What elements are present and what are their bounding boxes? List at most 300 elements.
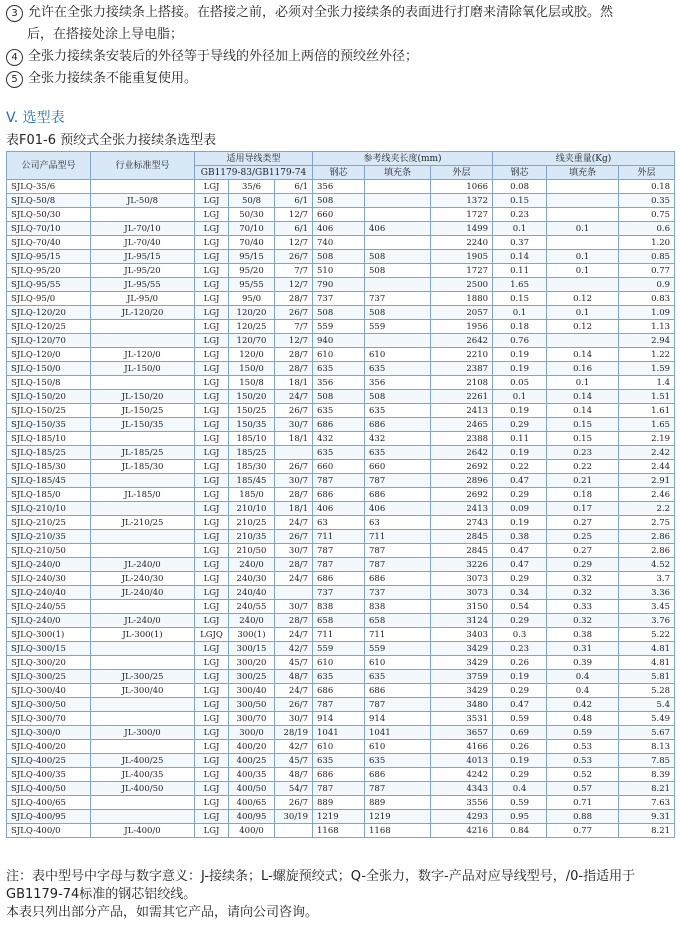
cell-company-model: SJLQ-210/35 xyxy=(7,530,91,544)
cell-weight-outer: 2.94 xyxy=(619,334,675,348)
cell-length-outer: 4293 xyxy=(431,810,493,824)
cell-length-outer: 3073 xyxy=(431,586,493,600)
cell-length-filler: 686 xyxy=(365,418,431,432)
cell-strand-count: 24/7 xyxy=(275,572,313,586)
cell-industry-model xyxy=(91,334,195,348)
cell-weight-core: 0.05 xyxy=(493,376,547,390)
cell-weight-core: 0.29 xyxy=(493,572,547,586)
cell-weight-outer: 4.52 xyxy=(619,558,675,572)
cell-weight-filler: 0.4 xyxy=(547,670,619,684)
cell-length-filler: 635 xyxy=(365,446,431,460)
cell-length-outer: 2743 xyxy=(431,516,493,530)
cell-weight-filler: 0.1 xyxy=(547,376,619,390)
cell-conductor-kind: LGJ xyxy=(195,502,229,516)
cell-company-model: SJLQ-95/20 xyxy=(7,264,91,278)
table-row xyxy=(7,460,675,474)
cell-length-outer: 2692 xyxy=(431,488,493,502)
cell-industry-model: JL-300/25 xyxy=(91,670,195,684)
cell-weight-filler: 0.16 xyxy=(547,362,619,376)
section-title: V. 选型表 xyxy=(6,110,65,126)
cell-weight-core: 0.47 xyxy=(493,544,547,558)
cell-conductor-size: 95/20 xyxy=(229,264,275,278)
cell-weight-core: 0.34 xyxy=(493,586,547,600)
table-row xyxy=(7,516,675,530)
cell-industry-model: JL-185/25 xyxy=(91,446,195,460)
cell-conductor-kind: LGJ xyxy=(195,180,229,194)
cell-weight-outer: 5.81 xyxy=(619,670,675,684)
cell-strand-count: 54/7 xyxy=(275,782,313,796)
cell-weight-outer: 4.81 xyxy=(619,656,675,670)
cell-company-model: SJLQ-150/8 xyxy=(7,376,91,390)
cell-length-outer: 2692 xyxy=(431,460,493,474)
cell-weight-filler: 0.27 xyxy=(547,516,619,530)
cell-length-outer: 3657 xyxy=(431,726,493,740)
cell-weight-filler: 0.71 xyxy=(547,796,619,810)
header-length-outer: 外层 xyxy=(431,166,493,180)
cell-length-core: 559 xyxy=(313,320,365,334)
cell-weight-core: 0.69 xyxy=(493,726,547,740)
cell-length-core: 686 xyxy=(313,768,365,782)
cell-weight-outer: 1.09 xyxy=(619,306,675,320)
cell-conductor-kind: LGJ xyxy=(195,698,229,712)
cell-strand-count: 28/7 xyxy=(275,362,313,376)
cell-company-model: SJLQ-120/70 xyxy=(7,334,91,348)
cell-conductor-size: 300/20 xyxy=(229,656,275,670)
cell-weight-outer: 1.22 xyxy=(619,348,675,362)
header-conductor-standard: GB1179-83/GB1179-74 xyxy=(195,166,313,180)
cell-industry-model xyxy=(91,656,195,670)
cell-length-outer: 1372 xyxy=(431,194,493,208)
cell-conductor-kind: LGJ xyxy=(195,250,229,264)
table-row xyxy=(7,670,675,684)
cell-strand-count: 24/7 xyxy=(275,684,313,698)
cell-weight-filler: 0.18 xyxy=(547,488,619,502)
cell-weight-filler xyxy=(547,180,619,194)
cell-conductor-kind: LGJ xyxy=(195,516,229,530)
table-row xyxy=(7,782,675,796)
cell-length-filler: 787 xyxy=(365,474,431,488)
cell-conductor-size: 400/65 xyxy=(229,796,275,810)
cell-weight-outer: 0.35 xyxy=(619,194,675,208)
cell-length-outer: 2413 xyxy=(431,502,493,516)
cell-length-filler: 508 xyxy=(365,306,431,320)
cell-conductor-size: 400/95 xyxy=(229,810,275,824)
cell-company-model: SJLQ-95/55 xyxy=(7,278,91,292)
cell-weight-filler: 0.88 xyxy=(547,810,619,824)
cell-conductor-size: 300/70 xyxy=(229,712,275,726)
cell-conductor-size: 185/0 xyxy=(229,488,275,502)
cell-weight-outer: 3.36 xyxy=(619,586,675,600)
cell-conductor-size: 400/35 xyxy=(229,768,275,782)
cell-strand-count: 12/7 xyxy=(275,334,313,348)
cell-conductor-kind: LGJ xyxy=(195,768,229,782)
cell-conductor-size: 300/15 xyxy=(229,642,275,656)
cell-weight-filler: 0.14 xyxy=(547,348,619,362)
cell-weight-outer: 8.21 xyxy=(619,782,675,796)
cell-industry-model xyxy=(91,600,195,614)
cell-length-core: 914 xyxy=(313,712,365,726)
cell-conductor-size: 185/45 xyxy=(229,474,275,488)
cell-conductor-kind: LGJ xyxy=(195,390,229,404)
cell-conductor-size: 210/35 xyxy=(229,530,275,544)
cell-length-outer: 4216 xyxy=(431,824,493,838)
cell-conductor-kind: LGJ xyxy=(195,362,229,376)
cell-length-outer: 2642 xyxy=(431,334,493,348)
cell-weight-outer: 1.61 xyxy=(619,404,675,418)
cell-weight-outer: 1.51 xyxy=(619,390,675,404)
cell-weight-core: 0.95 xyxy=(493,810,547,824)
cell-conductor-size: 120/25 xyxy=(229,320,275,334)
cell-conductor-kind: LGJ xyxy=(195,320,229,334)
table-row xyxy=(7,614,675,628)
cell-conductor-size: 70/40 xyxy=(229,236,275,250)
cell-weight-core: 0.19 xyxy=(493,516,547,530)
cell-conductor-kind: LGJ xyxy=(195,306,229,320)
cell-length-filler: 914 xyxy=(365,712,431,726)
cell-weight-core: 0.09 xyxy=(493,502,547,516)
cell-length-core: 790 xyxy=(313,278,365,292)
cell-weight-core: 0.1 xyxy=(493,222,547,236)
cell-industry-model: JL-210/25 xyxy=(91,516,195,530)
cell-weight-outer: 0.83 xyxy=(619,292,675,306)
cell-length-core: 686 xyxy=(313,488,365,502)
cell-weight-outer: 5.67 xyxy=(619,726,675,740)
header-conductor-type: 适用导线类型 xyxy=(195,152,313,166)
table-row xyxy=(7,726,675,740)
cell-conductor-size: 210/50 xyxy=(229,544,275,558)
table-row xyxy=(7,628,675,642)
cell-weight-core: 0.19 xyxy=(493,670,547,684)
cell-length-core: 508 xyxy=(313,194,365,208)
cell-weight-core: 0.76 xyxy=(493,334,547,348)
cell-strand-count: 24/7 xyxy=(275,628,313,642)
cell-length-filler xyxy=(365,334,431,348)
cell-weight-outer: 1.20 xyxy=(619,236,675,250)
cell-company-model: SJLQ-400/35 xyxy=(7,768,91,782)
cell-weight-core: 0.29 xyxy=(493,418,547,432)
cell-strand-count: 28/7 xyxy=(275,614,313,628)
table-row xyxy=(7,796,675,810)
cell-conductor-kind: LGJ xyxy=(195,586,229,600)
cell-weight-filler: 0.57 xyxy=(547,782,619,796)
cell-length-outer: 2108 xyxy=(431,376,493,390)
cell-length-filler: 686 xyxy=(365,768,431,782)
cell-weight-filler: 0.1 xyxy=(547,264,619,278)
cell-conductor-kind: LGJ xyxy=(195,292,229,306)
cell-length-outer: 3531 xyxy=(431,712,493,726)
cell-weight-filler xyxy=(547,236,619,250)
cell-length-core: 711 xyxy=(313,530,365,544)
cell-length-outer: 1880 xyxy=(431,292,493,306)
cell-length-core: 635 xyxy=(313,362,365,376)
table-row xyxy=(7,264,675,278)
cell-conductor-size: 300/50 xyxy=(229,698,275,712)
cell-length-filler: 559 xyxy=(365,320,431,334)
cell-weight-core: 0.37 xyxy=(493,236,547,250)
cell-weight-filler xyxy=(547,208,619,222)
cell-industry-model: JL-400/35 xyxy=(91,768,195,782)
cell-industry-model: JL-300/0 xyxy=(91,726,195,740)
cell-length-outer: 3124 xyxy=(431,614,493,628)
cell-conductor-size: 300/40 xyxy=(229,684,275,698)
cell-conductor-kind: LGJ xyxy=(195,460,229,474)
cell-weight-core: 0.47 xyxy=(493,558,547,572)
cell-weight-filler: 0.53 xyxy=(547,754,619,768)
cell-weight-core: 0.19 xyxy=(493,404,547,418)
cell-company-model: SJLQ-185/10 xyxy=(7,432,91,446)
table-row xyxy=(7,698,675,712)
table-row xyxy=(7,446,675,460)
cell-conductor-kind: LGJ xyxy=(195,600,229,614)
cell-length-outer: 3429 xyxy=(431,642,493,656)
cell-conductor-size: 150/25 xyxy=(229,404,275,418)
table-row xyxy=(7,740,675,754)
cell-weight-core: 0.4 xyxy=(493,782,547,796)
cell-length-filler: 635 xyxy=(365,670,431,684)
cell-weight-outer: 3.45 xyxy=(619,600,675,614)
cell-conductor-kind: LGJ xyxy=(195,544,229,558)
cell-length-core: 1168 xyxy=(313,824,365,838)
cell-industry-model: JL-150/35 xyxy=(91,418,195,432)
cell-industry-model xyxy=(91,530,195,544)
cell-conductor-size: 150/8 xyxy=(229,376,275,390)
cell-weight-filler: 0.77 xyxy=(547,824,619,838)
cell-strand-count: 28/7 xyxy=(275,488,313,502)
table-row xyxy=(7,292,675,306)
cell-length-filler xyxy=(365,180,431,194)
cell-company-model: SJLQ-150/20 xyxy=(7,390,91,404)
cell-conductor-kind: LGJ xyxy=(195,530,229,544)
table-row xyxy=(7,558,675,572)
cell-length-core: 787 xyxy=(313,782,365,796)
cell-strand-count: 30/7 xyxy=(275,474,313,488)
cell-conductor-kind: LGJ xyxy=(195,726,229,740)
cell-weight-outer: 2.86 xyxy=(619,530,675,544)
cell-strand-count: 30/7 xyxy=(275,544,313,558)
cell-weight-outer: 5.28 xyxy=(619,684,675,698)
cell-length-outer: 2413 xyxy=(431,404,493,418)
cell-company-model: SJLQ-95/15 xyxy=(7,250,91,264)
cell-length-core: 508 xyxy=(313,250,365,264)
cell-length-core: 1219 xyxy=(313,810,365,824)
cell-conductor-size: 150/35 xyxy=(229,418,275,432)
cell-length-outer: 2388 xyxy=(431,432,493,446)
cell-conductor-size: 35/6 xyxy=(229,180,275,194)
cell-length-filler: 559 xyxy=(365,642,431,656)
cell-weight-filler: 0.42 xyxy=(547,698,619,712)
cell-weight-outer: 2.86 xyxy=(619,544,675,558)
cell-strand-count: 6/1 xyxy=(275,222,313,236)
cell-length-core: 740 xyxy=(313,236,365,250)
cell-company-model: SJLQ-70/40 xyxy=(7,236,91,250)
table-row xyxy=(7,586,675,600)
cell-conductor-kind: LGJ xyxy=(195,670,229,684)
cell-company-model: SJLQ-300/15 xyxy=(7,642,91,656)
cell-weight-filler: 0.25 xyxy=(547,530,619,544)
footer-contact: 本表只列出部分产品，如需其它产品，请向公司咨询。 xyxy=(6,905,319,920)
cell-length-core: 635 xyxy=(313,404,365,418)
cell-company-model: SJLQ-300/70 xyxy=(7,712,91,726)
cell-length-core: 660 xyxy=(313,460,365,474)
cell-weight-outer: 7.85 xyxy=(619,754,675,768)
cell-weight-filler: 0.32 xyxy=(547,614,619,628)
table-body xyxy=(7,180,675,838)
cell-weight-filler: 0.53 xyxy=(547,740,619,754)
cell-industry-model: JL-70/40 xyxy=(91,236,195,250)
cell-industry-model: JL-185/30 xyxy=(91,460,195,474)
cell-industry-model: JL-95/15 xyxy=(91,250,195,264)
cell-industry-model: JL-400/50 xyxy=(91,782,195,796)
table-row xyxy=(7,474,675,488)
cell-strand-count: 6/1 xyxy=(275,194,313,208)
cell-length-core: 787 xyxy=(313,474,365,488)
table-row xyxy=(7,320,675,334)
cell-weight-core: 0.26 xyxy=(493,740,547,754)
cell-length-filler: 63 xyxy=(365,516,431,530)
cell-weight-core: 0.47 xyxy=(493,474,547,488)
cell-length-filler: 889 xyxy=(365,796,431,810)
table-row xyxy=(7,180,675,194)
note-number-3: 3 xyxy=(6,5,23,22)
cell-strand-count: 18/1 xyxy=(275,502,313,516)
cell-weight-filler: 0.1 xyxy=(547,306,619,320)
cell-industry-model: JL-150/20 xyxy=(91,390,195,404)
cell-company-model: SJLQ-210/50 xyxy=(7,544,91,558)
cell-weight-filler: 0.15 xyxy=(547,432,619,446)
note-number-5: 5 xyxy=(6,71,23,88)
note-3-continuation: 后，在搭接处涂上导电脂； xyxy=(27,27,184,42)
table-row xyxy=(7,712,675,726)
cell-weight-outer: 0.77 xyxy=(619,264,675,278)
cell-weight-core: 0.15 xyxy=(493,194,547,208)
cell-strand-count: 30/7 xyxy=(275,712,313,726)
cell-length-core: 635 xyxy=(313,754,365,768)
cell-strand-count: 26/7 xyxy=(275,306,313,320)
cell-strand-count: 30/19 xyxy=(275,810,313,824)
cell-conductor-size: 95/0 xyxy=(229,292,275,306)
cell-company-model: SJLQ-300/20 xyxy=(7,656,91,670)
cell-length-outer: 3226 xyxy=(431,558,493,572)
cell-weight-filler: 0.1 xyxy=(547,250,619,264)
header-reference-length: 参考线夹长度(mm) xyxy=(313,152,493,166)
cell-length-filler: 660 xyxy=(365,460,431,474)
cell-weight-outer: 2.46 xyxy=(619,488,675,502)
cell-length-filler: 635 xyxy=(365,362,431,376)
cell-conductor-kind: LGJ xyxy=(195,796,229,810)
table-row xyxy=(7,362,675,376)
cell-weight-outer: 2.19 xyxy=(619,432,675,446)
table-row xyxy=(7,390,675,404)
cell-length-filler: 635 xyxy=(365,404,431,418)
cell-strand-count: 26/7 xyxy=(275,460,313,474)
cell-company-model: SJLQ-150/0 xyxy=(7,362,91,376)
cell-conductor-size: 240/0 xyxy=(229,558,275,572)
cell-weight-core: 0.29 xyxy=(493,614,547,628)
cell-company-model: SJLQ-120/0 xyxy=(7,348,91,362)
cell-weight-filler: 0.59 xyxy=(547,726,619,740)
cell-strand-count xyxy=(275,446,313,460)
cell-length-filler: 686 xyxy=(365,488,431,502)
cell-length-core: 711 xyxy=(313,628,365,642)
table-row xyxy=(7,404,675,418)
selection-table xyxy=(6,151,675,838)
cell-weight-filler: 0.14 xyxy=(547,390,619,404)
cell-length-core: 635 xyxy=(313,670,365,684)
cell-length-filler: 610 xyxy=(365,348,431,362)
cell-weight-filler: 0.12 xyxy=(547,292,619,306)
cell-strand-count: 26/7 xyxy=(275,404,313,418)
cell-weight-outer: 3.76 xyxy=(619,614,675,628)
cell-weight-filler: 0.48 xyxy=(547,712,619,726)
cell-strand-count: 6/1 xyxy=(275,180,313,194)
cell-weight-outer: 2.44 xyxy=(619,460,675,474)
cell-weight-outer: 8.39 xyxy=(619,768,675,782)
cell-conductor-kind: LGJ xyxy=(195,432,229,446)
cell-industry-model: JL-300/40 xyxy=(91,684,195,698)
cell-company-model: SJLQ-185/0 xyxy=(7,488,91,502)
cell-strand-count: 45/7 xyxy=(275,656,313,670)
cell-industry-model xyxy=(91,432,195,446)
cell-conductor-size: 120/0 xyxy=(229,348,275,362)
cell-strand-count: 30/7 xyxy=(275,600,313,614)
cell-weight-core: 0.22 xyxy=(493,460,547,474)
cell-length-filler: 1219 xyxy=(365,810,431,824)
cell-weight-outer: 5.22 xyxy=(619,628,675,642)
cell-weight-core: 0.1 xyxy=(493,306,547,320)
cell-weight-core: 0.23 xyxy=(493,208,547,222)
cell-industry-model xyxy=(91,698,195,712)
cell-conductor-kind: LGJ xyxy=(195,488,229,502)
cell-length-core: 660 xyxy=(313,208,365,222)
cell-length-core: 559 xyxy=(313,642,365,656)
cell-length-outer: 3403 xyxy=(431,628,493,642)
cell-length-filler: 787 xyxy=(365,782,431,796)
table-row xyxy=(7,768,675,782)
table-row xyxy=(7,754,675,768)
cell-weight-filler xyxy=(547,278,619,292)
cell-weight-filler: 0.38 xyxy=(547,628,619,642)
cell-company-model: SJLQ-400/65 xyxy=(7,796,91,810)
cell-weight-filler: 0.23 xyxy=(547,446,619,460)
cell-industry-model: JL-150/0 xyxy=(91,362,195,376)
cell-conductor-kind: LGJQ xyxy=(195,628,229,642)
cell-company-model: SJLQ-240/40 xyxy=(7,586,91,600)
cell-strand-count xyxy=(275,824,313,838)
cell-strand-count: 48/7 xyxy=(275,670,313,684)
cell-length-filler: 711 xyxy=(365,628,431,642)
cell-industry-model xyxy=(91,740,195,754)
cell-company-model: SJLQ-400/0 xyxy=(7,824,91,838)
cell-length-outer: 2210 xyxy=(431,348,493,362)
cell-length-outer: 2500 xyxy=(431,278,493,292)
cell-conductor-kind: LGJ xyxy=(195,754,229,768)
cell-length-core: 658 xyxy=(313,614,365,628)
cell-conductor-kind: LGJ xyxy=(195,418,229,432)
cell-weight-filler: 0.14 xyxy=(547,404,619,418)
table-caption: 表F01-6 预绞式全张力接续条选型表 xyxy=(6,133,217,148)
cell-industry-model xyxy=(91,796,195,810)
cell-weight-outer: 5.4 xyxy=(619,698,675,712)
cell-conductor-kind: LGJ xyxy=(195,446,229,460)
cell-industry-model: JL-95/20 xyxy=(91,264,195,278)
cell-length-core: 787 xyxy=(313,698,365,712)
cell-strand-count: 24/7 xyxy=(275,516,313,530)
cell-length-outer: 1727 xyxy=(431,264,493,278)
cell-company-model: SJLQ-95/0 xyxy=(7,292,91,306)
cell-weight-core: 0.29 xyxy=(493,768,547,782)
header-weight-filler: 填充条 xyxy=(547,166,619,180)
cell-length-outer: 3429 xyxy=(431,684,493,698)
